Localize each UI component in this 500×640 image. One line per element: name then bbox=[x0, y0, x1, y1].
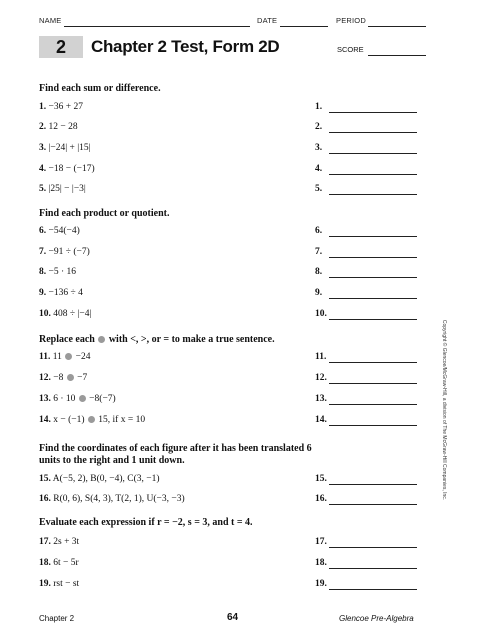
problem-number: 10. bbox=[39, 309, 51, 319]
answer-line[interactable] bbox=[329, 547, 417, 548]
answer-number: 11. bbox=[315, 352, 327, 362]
score-line[interactable] bbox=[368, 55, 426, 56]
section-instruction: Find each product or quotient. bbox=[39, 208, 170, 219]
answer-number: 7. bbox=[315, 247, 323, 257]
instruction-post: with <, >, or = to make a true sentence. bbox=[108, 334, 275, 345]
problem-item bbox=[39, 226, 80, 236]
problem-number: 7. bbox=[39, 247, 47, 257]
answer-number: 19. bbox=[315, 579, 327, 589]
answer-line[interactable] bbox=[329, 589, 417, 590]
answer-number: 1. bbox=[315, 102, 323, 112]
footer-book-title: Glencoe Pre-Algebra bbox=[339, 614, 414, 623]
date-line[interactable] bbox=[280, 26, 328, 27]
answer-line[interactable] bbox=[329, 383, 417, 384]
problem-item bbox=[39, 537, 79, 547]
answer-line[interactable] bbox=[329, 362, 417, 363]
problem-number: 17. bbox=[39, 537, 51, 547]
answer-line[interactable] bbox=[329, 112, 417, 113]
answer-line[interactable] bbox=[329, 504, 417, 505]
problem-item bbox=[39, 579, 79, 589]
problem-text: 2s + 3t bbox=[53, 537, 80, 547]
problem-right: −24 bbox=[75, 352, 91, 362]
problem-item bbox=[39, 373, 87, 383]
answer-number: 18. bbox=[315, 558, 327, 568]
problem-number: 12. bbox=[39, 373, 51, 383]
problem-number: 9. bbox=[39, 288, 47, 298]
problem-text: −36 + 27 bbox=[48, 102, 83, 112]
footer-chapter: Chapter 2 bbox=[39, 614, 75, 623]
circle-placeholder-icon bbox=[88, 416, 95, 423]
problem-item bbox=[39, 558, 79, 568]
circle-placeholder-icon bbox=[98, 336, 105, 343]
problem-item bbox=[39, 143, 91, 153]
problem-left: 6 · 10 bbox=[53, 394, 76, 404]
answer-number: 9. bbox=[315, 288, 323, 298]
problem-number: 5. bbox=[39, 184, 47, 194]
circle-placeholder-icon bbox=[79, 395, 86, 402]
name-line[interactable] bbox=[64, 26, 250, 27]
answer-number: 5. bbox=[315, 184, 323, 194]
problem-left: x − (−1) bbox=[53, 415, 85, 425]
problem-item bbox=[39, 122, 78, 132]
answer-line[interactable] bbox=[329, 257, 417, 258]
problem-item bbox=[39, 184, 86, 194]
problem-number: 11. bbox=[39, 352, 51, 362]
problem-number: 3. bbox=[39, 143, 47, 153]
answer-line[interactable] bbox=[329, 319, 417, 320]
problem-number: 2. bbox=[39, 122, 47, 132]
answer-number: 6. bbox=[315, 226, 323, 236]
score-label: SCORE bbox=[337, 45, 364, 54]
answer-number: 2. bbox=[315, 122, 323, 132]
problem-text: −136 ÷ 4 bbox=[48, 288, 83, 298]
section-instruction: Find the coordinates of each figure after it has been translated 6 units to the right and 1 unit down. bbox=[39, 443, 312, 466]
answer-number: 10. bbox=[315, 309, 327, 319]
answer-line[interactable] bbox=[329, 236, 417, 237]
problem-text: |−24| + |15| bbox=[48, 143, 91, 153]
problem-item bbox=[39, 102, 83, 112]
problem-number: 18. bbox=[39, 558, 51, 568]
problem-number: 1. bbox=[39, 102, 47, 112]
problem-item bbox=[39, 247, 90, 257]
answer-number: 8. bbox=[315, 267, 323, 277]
answer-number: 14. bbox=[315, 415, 327, 425]
circle-placeholder-icon bbox=[65, 353, 72, 360]
answer-line[interactable] bbox=[329, 484, 417, 485]
answer-line[interactable] bbox=[329, 132, 417, 133]
section-instruction: Find each sum or difference. bbox=[39, 83, 161, 94]
problem-text: 12 − 28 bbox=[48, 122, 78, 132]
date-label: DATE bbox=[257, 16, 278, 25]
problem-item bbox=[39, 494, 185, 504]
problem-text: rst − st bbox=[53, 579, 80, 589]
problem-text: −18 − (−17) bbox=[48, 164, 95, 174]
problem-text: −5 · 16 bbox=[48, 267, 77, 277]
section-instruction: Evaluate each expression if r = −2, s = 3, and t = 4. bbox=[39, 517, 253, 528]
problem-item bbox=[39, 394, 116, 404]
answer-line[interactable] bbox=[329, 277, 417, 278]
answer-line[interactable] bbox=[329, 425, 417, 426]
problem-number: 6. bbox=[39, 226, 47, 236]
problem-item bbox=[39, 474, 160, 484]
answer-number: 12. bbox=[315, 373, 327, 383]
problem-text: −54(−4) bbox=[48, 226, 80, 236]
chapter-number-box: 2 bbox=[39, 36, 83, 58]
page-number: 64 bbox=[227, 612, 239, 623]
answer-number: 3. bbox=[315, 143, 323, 153]
problem-number: 19. bbox=[39, 579, 51, 589]
problem-text: |25| − |−3| bbox=[48, 184, 86, 194]
problem-text: R(0, 6), S(4, 3), T(2, 1), U(−3, −3) bbox=[53, 494, 185, 504]
problem-number: 8. bbox=[39, 267, 47, 277]
answer-line[interactable] bbox=[329, 153, 417, 154]
problem-left: 11 bbox=[52, 352, 62, 362]
answer-number: 13. bbox=[315, 394, 327, 404]
answer-line[interactable] bbox=[329, 174, 417, 175]
problem-number: 15. bbox=[39, 474, 51, 484]
section-instruction bbox=[39, 334, 275, 345]
problem-text: 6t − 5r bbox=[53, 558, 79, 568]
problem-right: −8(−7) bbox=[89, 394, 116, 404]
problem-right: −7 bbox=[77, 373, 88, 383]
name-label: NAME bbox=[39, 16, 62, 25]
problem-number: 14. bbox=[39, 415, 51, 425]
problem-item bbox=[39, 415, 145, 425]
problem-item bbox=[39, 164, 95, 174]
page-title: Chapter 2 Test, Form 2D bbox=[91, 37, 280, 56]
answer-line[interactable] bbox=[329, 568, 417, 569]
problem-item bbox=[39, 309, 91, 319]
period-line[interactable] bbox=[368, 26, 426, 27]
answer-line[interactable] bbox=[329, 194, 417, 195]
problem-number: 13. bbox=[39, 394, 51, 404]
problem-item bbox=[39, 288, 83, 298]
instruction-pre: Replace each bbox=[39, 334, 95, 345]
problem-item bbox=[39, 267, 76, 277]
problem-number: 4. bbox=[39, 164, 47, 174]
copyright-notice: Copyright © Glencoe/McGraw-Hill, a division of The McGraw-Hill Companies, Inc. bbox=[441, 319, 447, 501]
period-label: PERIOD bbox=[336, 16, 366, 25]
answer-line[interactable] bbox=[329, 298, 417, 299]
problem-number: 16. bbox=[39, 494, 51, 504]
problem-right: 15, if x = 10 bbox=[98, 415, 146, 425]
problem-left: −8 bbox=[53, 373, 64, 383]
problem-text: A(−5, 2), B(0, −4), C(3, −1) bbox=[52, 474, 160, 484]
problem-text: 408 ÷ |−4| bbox=[53, 309, 92, 319]
problem-item bbox=[39, 352, 91, 362]
answer-line[interactable] bbox=[329, 404, 417, 405]
circle-placeholder-icon bbox=[67, 374, 74, 381]
answer-number: 15. bbox=[315, 474, 327, 484]
answer-number: 17. bbox=[315, 537, 327, 547]
problem-text: −91 ÷ (−7) bbox=[48, 247, 90, 257]
answer-number: 4. bbox=[315, 164, 323, 174]
answer-number: 16. bbox=[315, 494, 327, 504]
